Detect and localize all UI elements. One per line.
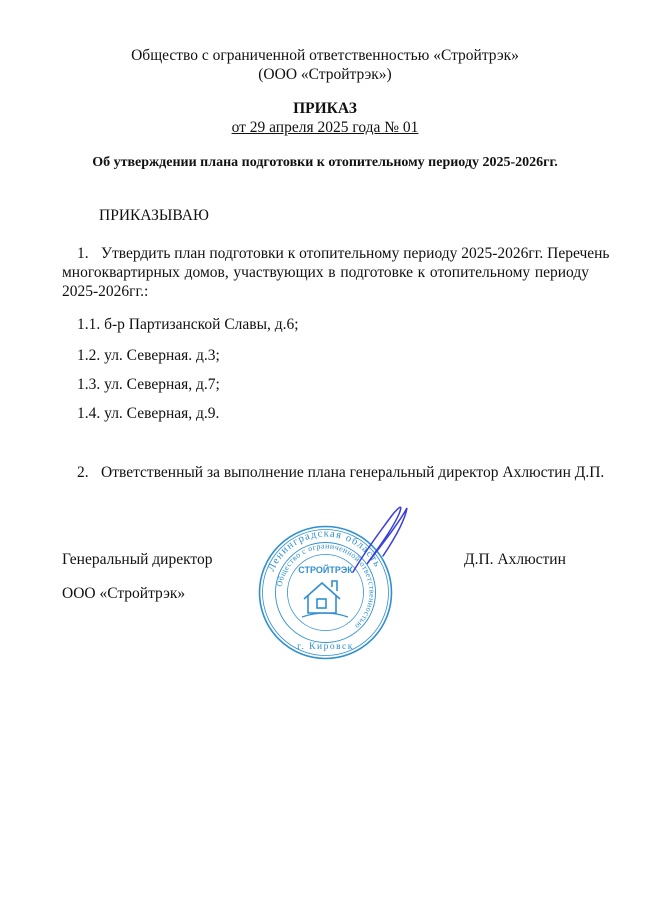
handwritten-signature (345, 500, 415, 580)
seal-outer-text: Ленинградская область (266, 528, 384, 574)
order-date-number (0, 119, 650, 137)
item-1-number: 1. (77, 245, 89, 262)
order-date-number-text: от 29 апреля 2025 года № 01 (231, 119, 419, 136)
order-subject: Об утверждении плана подготовки к отопительному периоду 2025-2026гг. (92, 155, 558, 170)
house-logo-icon (302, 581, 348, 617)
org-full-name: Общество с ограниченной ответственностью «Стройтрэк» (131, 47, 519, 64)
item-1-line-1: Утвердить план подготовки к отопительному периоду 2025-2026гг. Перечень (101, 245, 610, 262)
seal-middle-text: Общество с ограниченной ответственностью (274, 541, 377, 631)
signer-company: ООО «Стройтрэк» (62, 585, 186, 602)
command-word: ПРИКАЗЫВАЮ (99, 207, 209, 224)
item-2-text: Ответственный за выполнение плана генеральный директор Ахлюстин Д.П. (101, 464, 605, 481)
signer-name: Д.П. Ахлюстин (464, 551, 566, 568)
signer-position: Генеральный директор (62, 551, 213, 568)
item-2-number: 2. (77, 464, 89, 481)
subitem-1-2: 1.2. ул. Северная. д.3; (77, 347, 220, 364)
item-1-line-3: 2025-2026гг.: (62, 283, 149, 300)
subitem-1-4: 1.4. ул. Северная, д.9. (77, 405, 220, 422)
subitem-1-3: 1.3. ул. Северная, д.7; (77, 376, 220, 393)
order-title: ПРИКАЗ (293, 100, 357, 117)
seal-center-text: СТРОЙТРЭК (298, 565, 353, 575)
org-short-name: (ООО «Стройтрэк») (258, 66, 392, 83)
seal-bottom-text: г. Кировск (297, 642, 354, 652)
item-1-line-2: многоквартирных домов, участвующих в подготовке к отопительному периоду (62, 264, 589, 281)
subitem-1-1: 1.1. б-р Партизанской Славы, д.6; (77, 316, 299, 333)
